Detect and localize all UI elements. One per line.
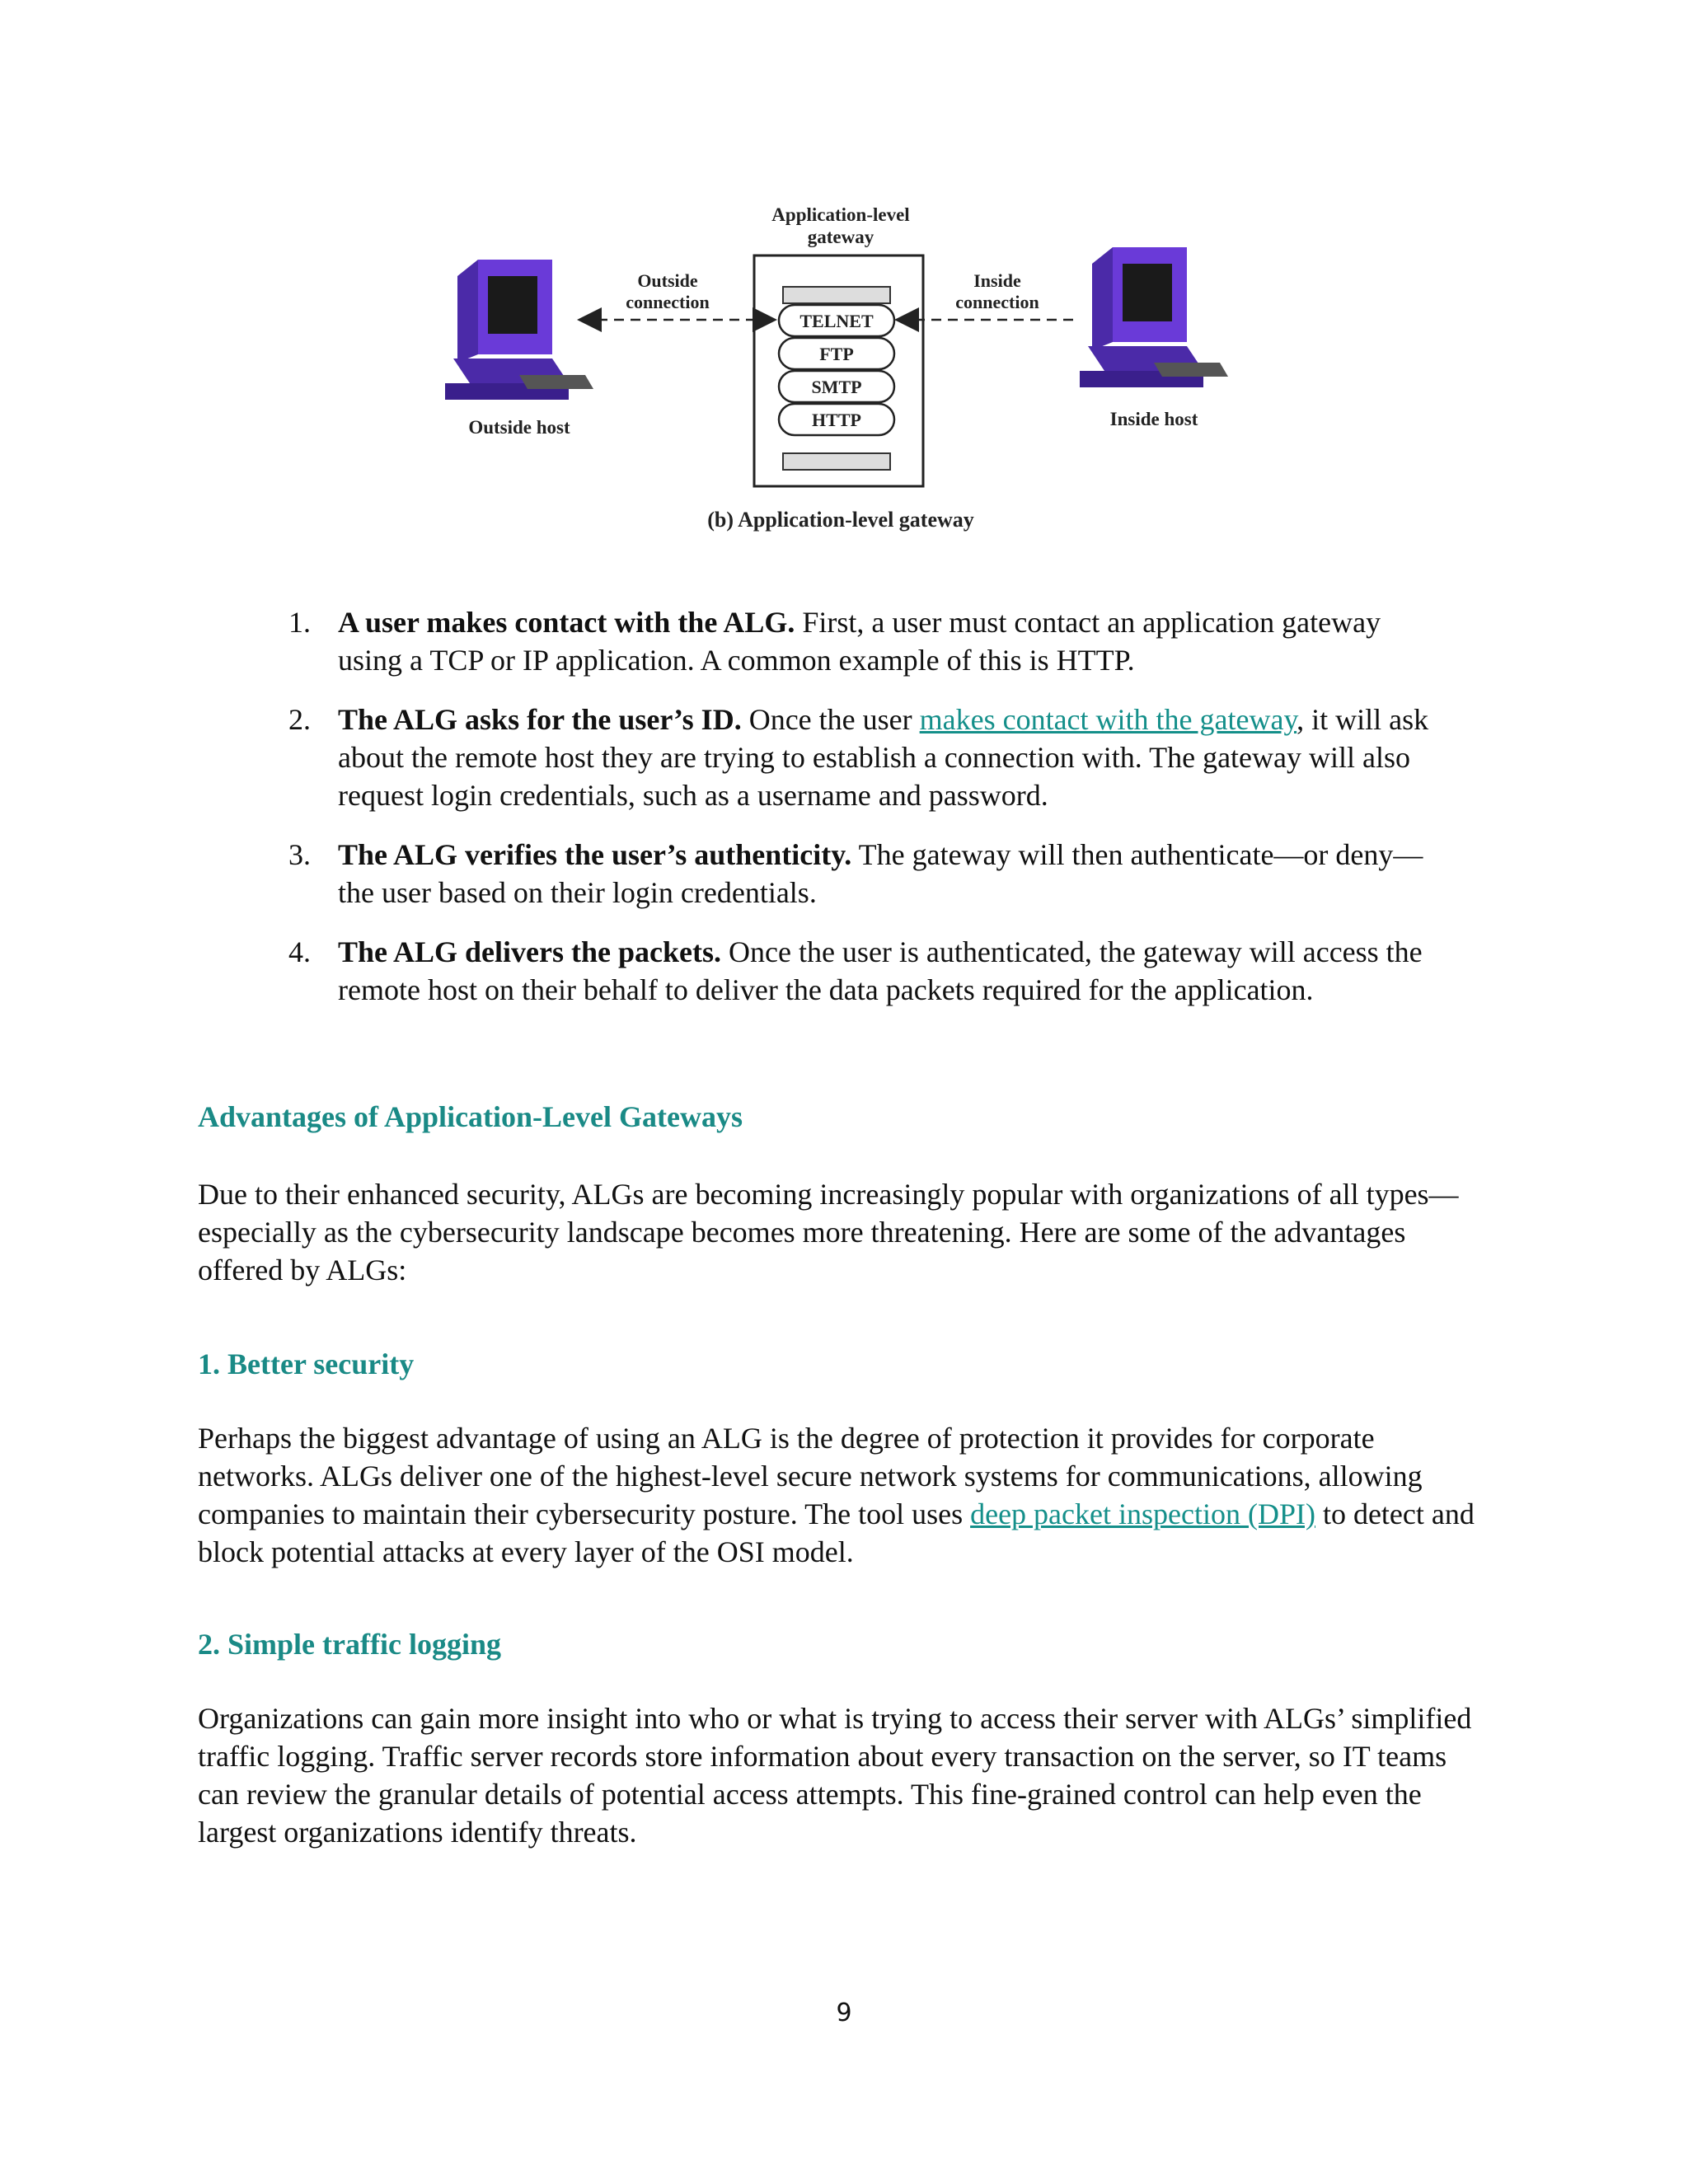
- diagram-caption: (b) Application-level gateway: [707, 508, 974, 532]
- gateway-label-line2: gateway: [807, 227, 874, 247]
- list-item: 2. The ALG asks for the user’s ID. Once the user makes contact with the gateway, it will ask about the remote host they are trying to establish a connection with. The gateway will also request login credentials, such as a username and password.: [288, 703, 1429, 812]
- step-text: Once the user is authenticated, the gateway will access the remote host on their behalf to deliver the data packets required for the application.: [338, 935, 1423, 1006]
- protocol-http: [779, 404, 894, 435]
- step-title: The ALG asks for the user’s ID.: [338, 703, 742, 736]
- outside-host-computer-icon: [445, 260, 593, 400]
- step-text: First, a user must contact an application gateway using a TCP or IP application. A common example of this is HTTP.: [338, 606, 1381, 677]
- dpi-link[interactable]: deep packet inspection (DPI): [970, 1497, 1315, 1530]
- inside-connection-line2: connection: [955, 292, 1039, 312]
- outside-connection-line1: Outside: [637, 270, 698, 291]
- alg-steps-list: [288, 603, 1442, 1030]
- gateway-label-line1: Application-level: [771, 204, 910, 225]
- inside-host-computer-icon: [1080, 247, 1228, 387]
- step-title: The ALG verifies the user’s authenticity.: [338, 838, 852, 871]
- list-item: 4. The ALG delivers the packets. Once the user is authenticated, the gateway will access the remote host on their behalf to deliver the data packets required for the application.: [288, 935, 1423, 1006]
- traffic-logging-heading: 2. Simple traffic logging: [198, 1628, 501, 1661]
- step-text: The gateway will then authenticate—or deny—the user based on their login credentials.: [338, 838, 1423, 909]
- step-title: The ALG delivers the packets.: [338, 935, 721, 968]
- outside-connection-line2: connection: [626, 292, 710, 312]
- svg-text:HTTP: HTTP: [812, 410, 861, 430]
- traffic-logging-paragraph: Organizations can gain more insight into who or what is trying to access their server with ALGs’ simplified traffic logging. Traffic server records store information about every transaction on the server, so IT teams can review the granular details of potential access attempts. This fine-grained control can help even the largest organizations identify threats.: [198, 1702, 1472, 1849]
- advantages-heading: Advantages of Application-Level Gateways: [198, 1100, 743, 1133]
- outside-host-label: Outside host: [468, 417, 570, 438]
- alg-diagram: [429, 198, 1253, 544]
- makes-contact-link[interactable]: makes contact with the gateway: [919, 703, 1297, 736]
- page-number: 9: [836, 1999, 852, 2027]
- list-item: 1. A user makes contact with the ALG. First, a user must contact an application gateway using a TCP or IP application. A common example of this is HTTP.: [288, 606, 1381, 677]
- advantages-intro: Due to their enhanced security, ALGs are becoming increasingly popular with organizations of all types—especially as the cybersecurity landscape becomes more threatening. Here are some of the advantages offered by ALGs:: [198, 1178, 1459, 1286]
- inside-connection-line1: Inside: [973, 270, 1021, 291]
- protocol-smtp: [779, 371, 894, 402]
- better-security-paragraph: Perhaps the biggest advantage of using an ALG is the degree of protection it provides for corporate networks. ALGs deliver one of the highest-level secure network systems for communications, allowing companies to maintain their cybersecurity posture. The tool uses deep packet inspection (DPI) to detect and block potential attacks at every layer of the OSI model.: [198, 1422, 1475, 1568]
- svg-text:FTP: FTP: [819, 344, 854, 364]
- better-security-heading: 1. Better security: [198, 1347, 415, 1380]
- list-item: 3. The ALG verifies the user’s authenticity. The gateway will then authenticate—or deny—the user based on their login credentials.: [288, 838, 1423, 909]
- svg-text:TELNET: TELNET: [799, 311, 874, 331]
- step-title: A user makes contact with the ALG.: [338, 606, 795, 639]
- inside-host-label: Inside host: [1109, 409, 1198, 429]
- svg-text:SMTP: SMTP: [811, 377, 862, 397]
- protocol-ftp: [779, 338, 894, 369]
- protocol-telnet: [779, 305, 894, 336]
